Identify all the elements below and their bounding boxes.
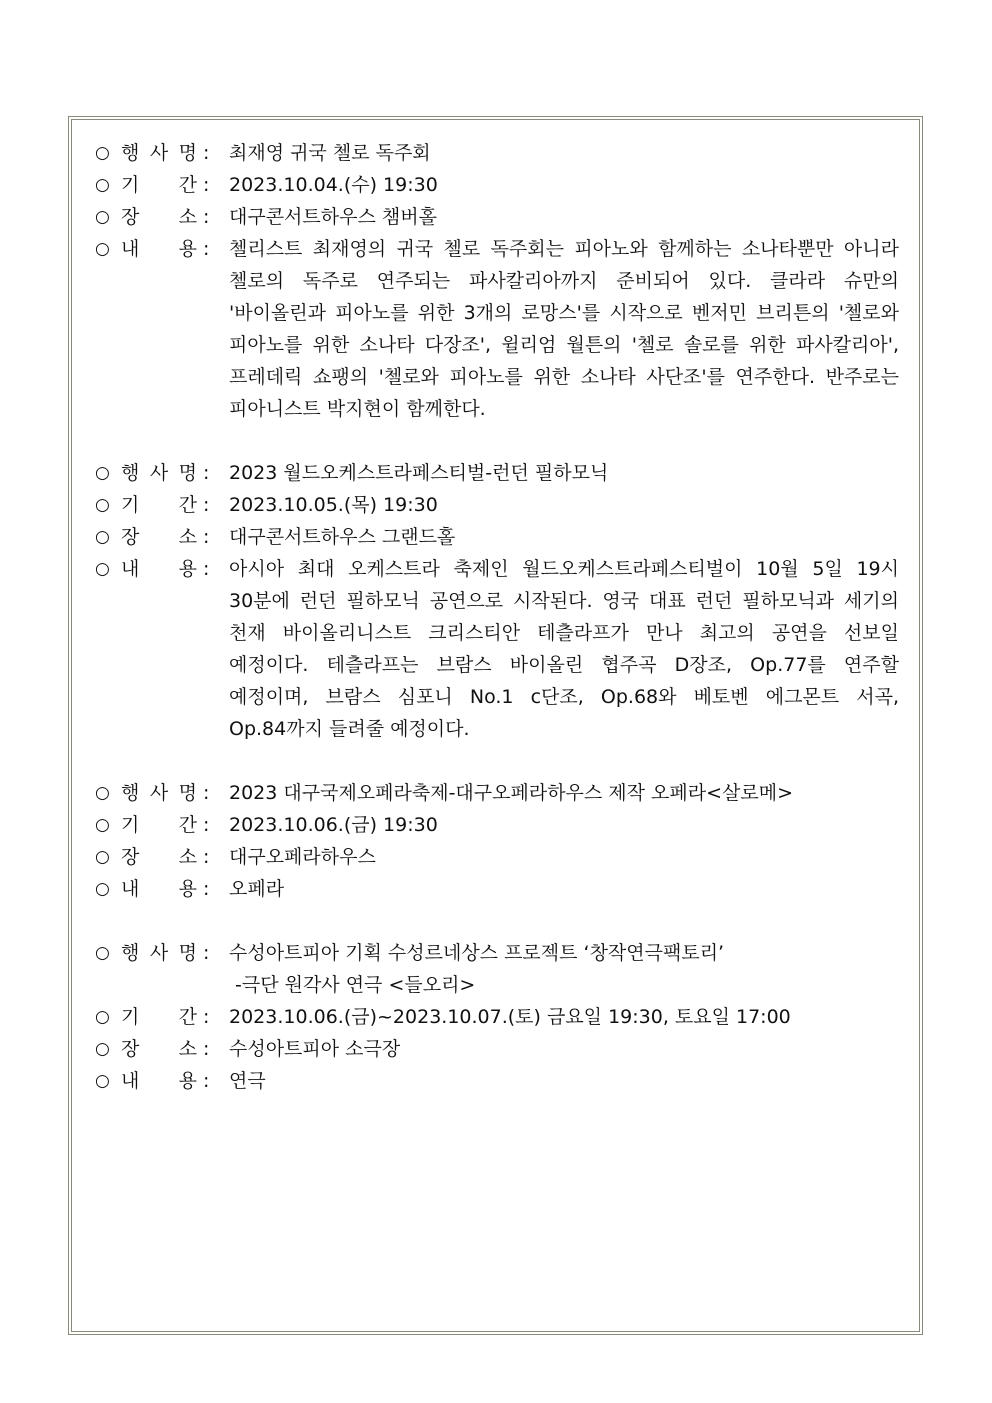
event-period-row [95,489,899,521]
circle-bullet-icon: ○ [95,1071,110,1091]
circle-bullet-icon: ○ [95,527,110,547]
document-frame [68,116,923,1335]
circle-bullet-icon: ○ [95,783,110,803]
event-content: 첼리스트 최재영의 귀국 첼로 독주회는 피아노와 함께하는 소나타뿐만 아니라 첼로의 독주로 연주되는 파사칼리아까지 준비되어 있다. 클라라 슈만의 '바이올린과 피아노를 위한 3개의 로망스'를 시작으로 벤저민 브리튼의 '첼로와 피아노를 위한 소나타 다장조', 윌리엄 월튼의 '첼로 솔로를 위한 파사칼리아', 프레데릭 쇼팽의 '첼로와 피아노를 위한 소나타 사단조'를 연주한다. 반주로는 피아니스트 박지현이 함께한다. [229,238,899,420]
event-item [95,457,899,745]
event-venue: 수성아트피아 소극장 [229,1038,401,1060]
event-period: 2023.10.06.(금) 19:30 [229,814,438,836]
event-name-row [95,137,899,169]
event-venue-row [95,201,899,233]
circle-bullet-icon: ○ [95,495,110,515]
event-content-row [95,873,899,905]
label-venue: 장 소 [121,526,197,548]
colon: : [203,558,210,580]
event-name [229,937,899,1001]
label-period: 기 간 [121,814,197,836]
label-content: 내 용 [121,878,197,900]
colon: : [203,526,210,548]
event-venue: 대구콘서트하우스 챔버홀 [229,206,437,228]
event-item [95,137,899,425]
circle-bullet-icon: ○ [95,847,110,867]
colon: : [203,942,210,964]
circle-bullet-icon: ○ [95,1039,110,1059]
circle-bullet-icon: ○ [95,815,110,835]
label-name: 행 사 명 [121,782,197,804]
label-venue: 장 소 [121,1038,197,1060]
label-name: 행 사 명 [121,942,197,964]
colon: : [203,878,210,900]
circle-bullet-icon: ○ [95,143,110,163]
circle-bullet-icon: ○ [95,879,110,899]
circle-bullet-icon: ○ [95,1007,110,1027]
event-period: 2023.10.04.(수) 19:30 [229,174,438,196]
event-item [95,777,899,905]
event-item [95,937,899,1097]
event-period: 2023.10.05.(목) 19:30 [229,494,438,516]
event-name-row [95,457,899,489]
label-period: 기 간 [121,494,197,516]
colon: : [203,462,210,484]
event-content: 아시아 최대 오케스트라 축제인 월드오케스트라페스티벌이 10월 5일 19시 30분에 런던 필하모닉 공연으로 시작된다. 영국 대표 런던 필하모닉과 세기의 천재 바이올리니스트 크리스티안 테츨라프가 만나 최고의 공연을 선보일 예정이다. 테츨라프는 브람스 바이올린 협주곡 D장조, Op.77를 연주할 예정이며, 브람스 심포니 No.1 c단조, Op.68와 베토벤 에그몬트 서곡, Op.84까지 들려줄 예정이다. [229,558,899,740]
event-venue-row [95,1033,899,1065]
event-name-row [95,937,899,1001]
label-period: 기 간 [121,1006,197,1028]
colon: : [203,1006,210,1028]
event-venue: 대구오페라하우스 [229,846,376,868]
event-name-row [95,777,899,809]
event-content: 오페라 [229,878,285,900]
event-period-row [95,809,899,841]
circle-bullet-icon: ○ [95,943,110,963]
event-period-row [95,1001,899,1033]
event-content-row [95,233,899,425]
event-venue: 대구콘서트하우스 그랜드홀 [229,526,456,548]
label-name: 행 사 명 [121,462,197,484]
label-content: 내 용 [121,238,197,260]
circle-bullet-icon: ○ [95,239,110,259]
colon: : [203,206,210,228]
colon: : [203,1070,210,1092]
circle-bullet-icon: ○ [95,463,110,483]
event-period-row [95,169,899,201]
event-name: 최재영 귀국 첼로 독주회 [229,142,431,164]
label-venue: 장 소 [121,206,197,228]
circle-bullet-icon: ○ [95,559,110,579]
colon: : [203,142,210,164]
colon: : [203,494,210,516]
event-period: 2023.10.06.(금)~2023.10.07.(토) 금요일 19:30, 토요일 17:00 [229,1006,791,1028]
colon: : [203,238,210,260]
label-period: 기 간 [121,174,197,196]
colon: : [203,814,210,836]
event-name: 2023 월드오케스트라페스티벌-런던 필하모닉 [229,462,609,484]
event-content: 연극 [229,1070,266,1092]
label-venue: 장 소 [121,846,197,868]
circle-bullet-icon: ○ [95,207,110,227]
event-name-main: 수성아트피아 기획 수성르네상스 프로젝트 ‘창작연극팩토리’ [229,942,725,964]
colon: : [203,846,210,868]
event-venue-row [95,841,899,873]
label-name: 행 사 명 [121,142,197,164]
event-venue-row [95,521,899,553]
colon: : [203,1038,210,1060]
event-content-row [95,553,899,745]
event-list [95,137,899,1129]
label-content: 내 용 [121,558,197,580]
circle-bullet-icon: ○ [95,175,110,195]
event-content-row [95,1065,899,1097]
colon: : [203,782,210,804]
event-name: 2023 대구국제오페라축제-대구오페라하우스 제작 오페라<살로메> [229,782,794,804]
label-content: 내 용 [121,1070,197,1092]
colon: : [203,174,210,196]
event-name-sub: -극단 원각사 연극 <들오리> [235,974,476,996]
